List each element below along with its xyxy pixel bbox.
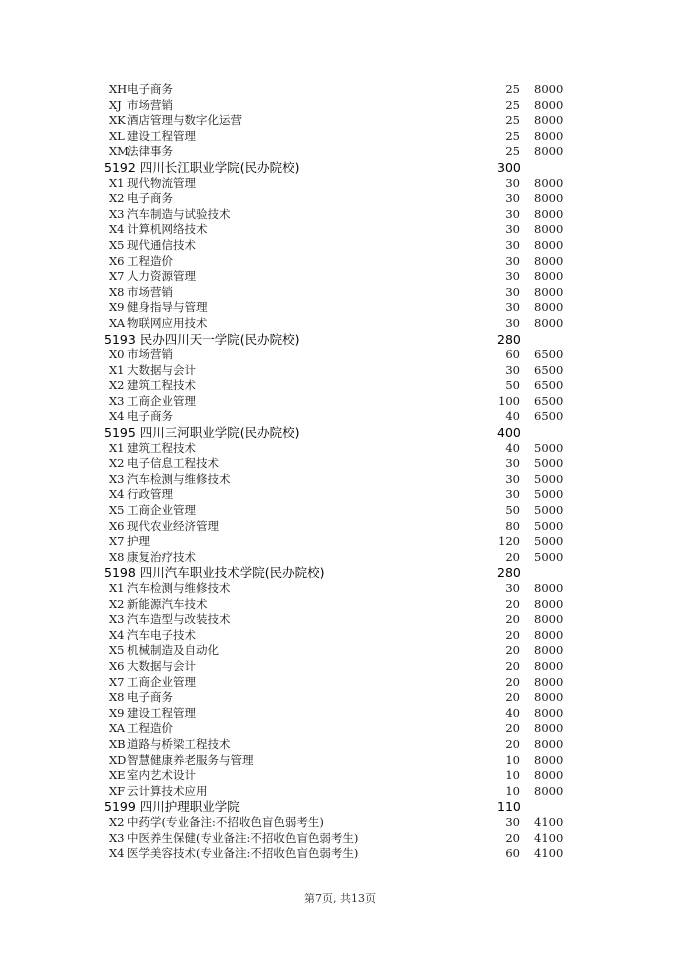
major-tuition: 8000 xyxy=(534,284,564,299)
major-row xyxy=(0,347,680,363)
school-total-plan: 280 xyxy=(497,331,521,347)
major-tuition: 8000 xyxy=(534,97,564,112)
major-name: 机械制造及自动化 xyxy=(127,643,219,658)
major-plan-count: 25 xyxy=(505,128,520,143)
major-row xyxy=(0,659,680,675)
major-tuition: 8000 xyxy=(534,596,564,611)
major-row xyxy=(0,222,680,238)
major-tuition: 8000 xyxy=(534,175,564,190)
major-name: 工程造价 xyxy=(127,253,173,268)
major-name: 医学美容技术(专业备注:不招收色盲色弱考生) xyxy=(127,846,359,861)
major-name: 汽车造型与改装技术 xyxy=(127,612,231,627)
major-tuition: 5000 xyxy=(534,518,564,533)
school-title: 5198 四川汽车职业技术学院(民办院校) xyxy=(104,565,325,581)
major-row xyxy=(0,784,680,800)
major-tuition: 4100 xyxy=(534,830,564,845)
major-tuition: 8000 xyxy=(534,643,564,658)
enrollment-plan-list xyxy=(0,82,680,862)
major-name: 工商企业管理 xyxy=(127,503,196,518)
major-row xyxy=(0,534,680,550)
major-plan-count: 30 xyxy=(505,300,520,315)
major-tuition: 8000 xyxy=(534,581,564,595)
major-tuition: 5000 xyxy=(534,503,564,518)
major-row xyxy=(0,82,680,98)
major-tuition: 6500 xyxy=(534,393,564,408)
major-plan-count: 20 xyxy=(505,596,520,611)
major-row xyxy=(0,581,680,597)
major-code: X3 xyxy=(109,393,125,408)
major-name: 智慧健康养老服务与管理 xyxy=(127,752,254,767)
major-code: X6 xyxy=(109,658,125,673)
major-name: 健身指导与管理 xyxy=(127,300,208,315)
major-name: 计算机网络技术 xyxy=(127,222,208,237)
major-tuition: 6500 xyxy=(534,362,564,377)
major-name: 汽车检测与维修技术 xyxy=(127,471,231,486)
major-tuition: 8000 xyxy=(534,82,564,96)
major-code: X3 xyxy=(109,471,125,486)
major-tuition: 8000 xyxy=(534,752,564,767)
major-plan-count: 40 xyxy=(505,409,520,424)
major-tuition: 6500 xyxy=(534,347,564,362)
major-name: 市场营销 xyxy=(127,347,173,362)
major-tuition: 5000 xyxy=(534,549,564,564)
major-plan-count: 20 xyxy=(505,627,520,642)
school-total-plan: 110 xyxy=(497,799,521,815)
major-name: 建设工程管理 xyxy=(127,128,196,143)
major-code: X5 xyxy=(109,503,125,518)
major-plan-count: 30 xyxy=(505,191,520,206)
major-plan-count: 30 xyxy=(505,814,520,829)
major-plan-count: 20 xyxy=(505,658,520,673)
major-code: XL xyxy=(109,128,125,143)
major-name: 汽车检测与维修技术 xyxy=(127,581,231,595)
school-header-row xyxy=(0,565,680,581)
major-tuition: 5000 xyxy=(534,440,564,455)
major-code: X4 xyxy=(109,846,125,861)
major-tuition: 6500 xyxy=(534,409,564,424)
major-name: 建设工程管理 xyxy=(127,705,196,720)
major-plan-count: 10 xyxy=(505,752,520,767)
major-row xyxy=(0,363,680,379)
major-plan-count: 25 xyxy=(505,97,520,112)
major-tuition: 8000 xyxy=(534,300,564,315)
major-code: X5 xyxy=(109,237,125,252)
major-name: 电子商务 xyxy=(127,191,173,206)
major-plan-count: 30 xyxy=(505,487,520,502)
major-name: 室内艺术设计 xyxy=(127,768,196,783)
major-tuition: 8000 xyxy=(534,128,564,143)
major-code: X2 xyxy=(109,378,125,393)
major-name: 中药学(专业备注:不招收色盲色弱考生) xyxy=(127,814,324,829)
major-plan-count: 30 xyxy=(505,175,520,190)
major-plan-count: 10 xyxy=(505,783,520,798)
major-row xyxy=(0,238,680,254)
major-row xyxy=(0,129,680,145)
major-name: 人力资源管理 xyxy=(127,269,196,284)
major-code: X7 xyxy=(109,674,125,689)
major-name: 云计算技术应用 xyxy=(127,783,208,798)
major-code: X2 xyxy=(109,596,125,611)
major-plan-count: 40 xyxy=(505,440,520,455)
major-plan-count: 20 xyxy=(505,690,520,705)
major-row xyxy=(0,768,680,784)
major-code: XE xyxy=(109,768,126,783)
major-row xyxy=(0,519,680,535)
major-code: X5 xyxy=(109,643,125,658)
major-plan-count: 30 xyxy=(505,206,520,221)
major-code: X2 xyxy=(109,814,125,829)
major-plan-count: 30 xyxy=(505,237,520,252)
major-code: X0 xyxy=(109,347,125,362)
major-plan-count: 30 xyxy=(505,269,520,284)
major-plan-count: 25 xyxy=(505,144,520,159)
major-name: 市场营销 xyxy=(127,284,173,299)
major-row xyxy=(0,285,680,301)
major-row xyxy=(0,815,680,831)
major-row xyxy=(0,191,680,207)
major-code: X1 xyxy=(109,362,125,377)
major-name: 电子商务 xyxy=(127,409,173,424)
major-row xyxy=(0,643,680,659)
major-code: XA xyxy=(109,315,126,330)
major-row xyxy=(0,472,680,488)
major-name: 工商企业管理 xyxy=(127,674,196,689)
major-plan-count: 30 xyxy=(505,581,520,595)
major-code: XF xyxy=(109,783,126,798)
major-plan-count: 60 xyxy=(505,846,520,861)
school-header-row xyxy=(0,799,680,815)
major-plan-count: 20 xyxy=(505,643,520,658)
major-name: 法律事务 xyxy=(127,144,173,159)
major-row xyxy=(0,753,680,769)
major-plan-count: 80 xyxy=(505,518,520,533)
major-tuition: 8000 xyxy=(534,269,564,284)
major-code: X2 xyxy=(109,191,125,206)
school-header-row xyxy=(0,332,680,348)
major-row xyxy=(0,487,680,503)
major-plan-count: 25 xyxy=(505,113,520,128)
major-plan-count: 20 xyxy=(505,612,520,627)
major-plan-count: 20 xyxy=(505,549,520,564)
major-name: 中医养生保健(专业备注:不招收色盲色弱考生) xyxy=(127,830,359,845)
major-tuition: 8000 xyxy=(534,690,564,705)
major-name: 大数据与会计 xyxy=(127,362,196,377)
major-code: X2 xyxy=(109,456,125,471)
school-total-plan: 300 xyxy=(497,159,521,175)
major-tuition: 8000 xyxy=(534,612,564,627)
major-row xyxy=(0,721,680,737)
major-code: X7 xyxy=(109,534,125,549)
major-tuition: 8000 xyxy=(534,315,564,330)
major-code: X4 xyxy=(109,409,125,424)
major-row xyxy=(0,690,680,706)
major-tuition: 8000 xyxy=(534,113,564,128)
major-plan-count: 20 xyxy=(505,830,520,845)
major-row xyxy=(0,176,680,192)
school-title: 5192 四川长江职业学院(民办院校) xyxy=(104,159,300,175)
major-code: XH xyxy=(109,82,128,96)
major-name: 工商企业管理 xyxy=(127,393,196,408)
major-name: 道路与桥梁工程技术 xyxy=(127,736,231,751)
major-name: 工程造价 xyxy=(127,721,173,736)
major-tuition: 5000 xyxy=(534,456,564,471)
major-code: XA xyxy=(109,721,126,736)
major-code: X3 xyxy=(109,830,125,845)
major-tuition: 5000 xyxy=(534,534,564,549)
major-row xyxy=(0,269,680,285)
major-tuition: 8000 xyxy=(534,206,564,221)
major-code: X7 xyxy=(109,269,125,284)
major-plan-count: 100 xyxy=(498,393,520,408)
major-row xyxy=(0,706,680,722)
major-tuition: 8000 xyxy=(534,222,564,237)
major-code: XB xyxy=(109,736,126,751)
major-code: X4 xyxy=(109,222,125,237)
major-row xyxy=(0,316,680,332)
major-code: X3 xyxy=(109,612,125,627)
major-row xyxy=(0,675,680,691)
school-title: 5199 四川护理职业学院 xyxy=(104,799,240,815)
major-plan-count: 50 xyxy=(505,378,520,393)
major-plan-count: 120 xyxy=(498,534,520,549)
major-name: 大数据与会计 xyxy=(127,658,196,673)
school-total-plan: 280 xyxy=(497,565,521,581)
major-row xyxy=(0,144,680,160)
major-name: 建筑工程技术 xyxy=(127,378,196,393)
major-code: X9 xyxy=(109,705,125,720)
major-name: 现代物流管理 xyxy=(127,175,196,190)
major-plan-count: 30 xyxy=(505,471,520,486)
major-name: 汽车电子技术 xyxy=(127,627,196,642)
major-plan-count: 20 xyxy=(505,721,520,736)
major-code: X1 xyxy=(109,175,125,190)
major-row xyxy=(0,597,680,613)
major-tuition: 8000 xyxy=(534,736,564,751)
major-plan-count: 30 xyxy=(505,362,520,377)
page-footer: 第7页, 共13页 xyxy=(304,892,376,905)
major-name: 汽车制造与试验技术 xyxy=(127,206,231,221)
major-tuition: 8000 xyxy=(534,253,564,268)
major-row xyxy=(0,409,680,425)
major-row xyxy=(0,254,680,270)
major-code: X9 xyxy=(109,300,125,315)
major-code: XD xyxy=(109,752,127,767)
major-row xyxy=(0,503,680,519)
major-tuition: 8000 xyxy=(534,191,564,206)
major-row xyxy=(0,831,680,847)
major-name: 现代通信技术 xyxy=(127,237,196,252)
major-code: X1 xyxy=(109,440,125,455)
major-tuition: 8000 xyxy=(534,627,564,642)
major-code: X6 xyxy=(109,518,125,533)
major-code: X3 xyxy=(109,206,125,221)
major-name: 电子商务 xyxy=(127,690,173,705)
major-row xyxy=(0,628,680,644)
major-tuition: 8000 xyxy=(534,783,564,798)
major-plan-count: 20 xyxy=(505,674,520,689)
major-row xyxy=(0,98,680,114)
school-total-plan: 400 xyxy=(497,425,521,441)
major-plan-count: 20 xyxy=(505,736,520,751)
major-tuition: 4100 xyxy=(534,846,564,861)
major-tuition: 8000 xyxy=(534,705,564,720)
major-row xyxy=(0,456,680,472)
major-code: XM xyxy=(109,144,129,159)
major-code: X1 xyxy=(109,581,125,595)
major-row xyxy=(0,737,680,753)
major-name: 酒店管理与数字化运营 xyxy=(127,113,242,128)
major-plan-count: 25 xyxy=(505,82,520,96)
major-tuition: 8000 xyxy=(534,721,564,736)
major-code: X6 xyxy=(109,253,125,268)
major-plan-count: 30 xyxy=(505,284,520,299)
major-row xyxy=(0,378,680,394)
major-name: 建筑工程技术 xyxy=(127,440,196,455)
major-tuition: 5000 xyxy=(534,471,564,486)
major-tuition: 4100 xyxy=(534,814,564,829)
major-code: X8 xyxy=(109,284,125,299)
major-row xyxy=(0,550,680,566)
major-name: 康复治疗技术 xyxy=(127,549,196,564)
major-name: 新能源汽车技术 xyxy=(127,596,208,611)
major-code: XJ xyxy=(109,97,122,112)
major-tuition: 8000 xyxy=(534,674,564,689)
major-row xyxy=(0,846,680,862)
major-tuition: 5000 xyxy=(534,487,564,502)
major-plan-count: 40 xyxy=(505,705,520,720)
major-row xyxy=(0,300,680,316)
major-plan-count: 30 xyxy=(505,222,520,237)
major-plan-count: 10 xyxy=(505,768,520,783)
major-name: 物联网应用技术 xyxy=(127,315,208,330)
major-name: 行政管理 xyxy=(127,487,173,502)
major-row xyxy=(0,113,680,129)
major-code: XK xyxy=(109,113,126,128)
major-code: X8 xyxy=(109,549,125,564)
major-name: 市场营销 xyxy=(127,97,173,112)
major-row xyxy=(0,207,680,223)
major-name: 电子商务 xyxy=(127,82,173,96)
major-row xyxy=(0,612,680,628)
major-plan-count: 30 xyxy=(505,315,520,330)
school-title: 5195 四川三河职业学院(民办院校) xyxy=(104,425,300,441)
major-plan-count: 30 xyxy=(505,456,520,471)
major-plan-count: 50 xyxy=(505,503,520,518)
major-plan-count: 60 xyxy=(505,347,520,362)
school-header-row xyxy=(0,160,680,176)
major-row xyxy=(0,394,680,410)
major-tuition: 8000 xyxy=(534,768,564,783)
major-row xyxy=(0,441,680,457)
major-plan-count: 30 xyxy=(505,253,520,268)
major-tuition: 8000 xyxy=(534,144,564,159)
major-name: 电子信息工程技术 xyxy=(127,456,219,471)
major-tuition: 6500 xyxy=(534,378,564,393)
major-code: X8 xyxy=(109,690,125,705)
major-tuition: 8000 xyxy=(534,658,564,673)
major-code: X4 xyxy=(109,627,125,642)
major-name: 现代农业经济管理 xyxy=(127,518,219,533)
major-code: X4 xyxy=(109,487,125,502)
school-title: 5193 民办四川天一学院(民办院校) xyxy=(104,331,300,347)
school-header-row xyxy=(0,425,680,441)
major-tuition: 8000 xyxy=(534,237,564,252)
major-name: 护理 xyxy=(127,534,150,549)
